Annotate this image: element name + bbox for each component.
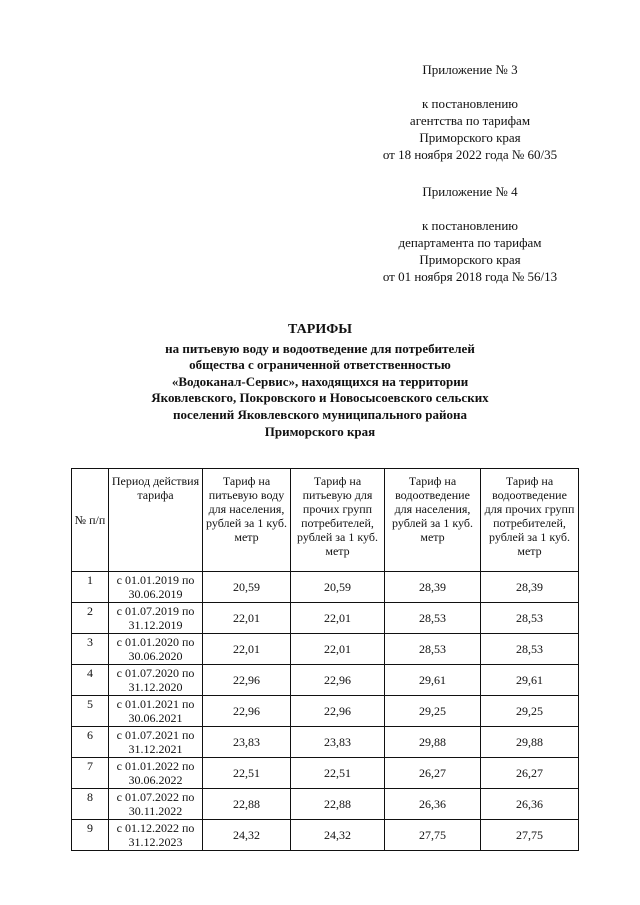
row-water-other: 22,88: [291, 789, 385, 820]
row-sewer-other: 29,88: [481, 727, 579, 758]
table-row: [72, 634, 579, 665]
row-sewer-population: 28,39: [385, 572, 481, 603]
row-sewer-population: 29,88: [385, 727, 481, 758]
row-sewer-population: 26,36: [385, 789, 481, 820]
row-water-population: 22,51: [203, 758, 291, 789]
row-period: с 01.07.2019 по 31.12.2019: [109, 603, 203, 634]
appendix-4-block: [0, 184, 640, 303]
row-sewer-population: 29,25: [385, 696, 481, 727]
row-period: с 01.07.2020 по 31.12.2020: [109, 665, 203, 696]
table-row: [72, 758, 579, 789]
appendix-3-title: Приложение № 3: [422, 62, 518, 77]
row-sewer-population: 29,61: [385, 665, 481, 696]
row-number: 2: [72, 603, 109, 634]
heading-line: поселений Яковлевского муниципального района: [173, 406, 467, 422]
row-sewer-other: 28,39: [481, 572, 579, 603]
heading-line: «Водоканал-Сервис», находящихся на территории: [171, 373, 469, 389]
header-number: № п/п: [72, 469, 109, 572]
row-period: с 01.07.2021 по 31.12.2021: [109, 727, 203, 758]
row-number: 1: [72, 572, 109, 603]
table-row: [72, 789, 579, 820]
row-sewer-other: 26,36: [481, 789, 579, 820]
row-period: с 01.01.2021 по 30.06.2021: [109, 696, 203, 727]
appendix-4-title: Приложение № 4: [422, 184, 518, 199]
header-sewer-other: Тариф на водоотведение для прочих групп потребителей, рублей за 1 куб. метр: [481, 469, 579, 572]
table-row: [72, 665, 579, 696]
row-sewer-population: 28,53: [385, 634, 481, 665]
row-number: 8: [72, 789, 109, 820]
row-sewer-other: 29,25: [481, 696, 579, 727]
row-water-other: 22,51: [291, 758, 385, 789]
row-number: 5: [72, 696, 109, 727]
appendix-3-line: от 18 ноября 2022 года № 60/35: [382, 147, 558, 162]
row-sewer-other: 28,53: [481, 634, 579, 665]
row-water-population: 20,59: [203, 572, 291, 603]
row-water-population: 22,88: [203, 789, 291, 820]
row-water-other: 22,96: [291, 665, 385, 696]
appendix-4-line: от 01 ноября 2018 года № 56/13: [382, 269, 558, 284]
row-period: с 01.01.2022 по 30.06.2022: [109, 758, 203, 789]
heading-line: Яковлевского, Покровского и Новосысоевского сельских: [151, 390, 489, 406]
row-water-population: 22,01: [203, 603, 291, 634]
row-sewer-population: 28,53: [385, 603, 481, 634]
row-water-population: 23,83: [203, 727, 291, 758]
document-heading: [0, 322, 640, 440]
heading-line: общества с ограниченной ответственностью: [189, 357, 451, 373]
row-water-other: 22,01: [291, 603, 385, 634]
row-water-other: 22,01: [291, 634, 385, 665]
row-sewer-other: 29,61: [481, 665, 579, 696]
row-period: с 01.12.2022 по 31.12.2023: [109, 820, 203, 851]
tariff-table: [71, 468, 579, 851]
appendix-3-line: Приморского края: [419, 130, 521, 145]
appendix-4-line: Приморского края: [419, 252, 521, 267]
row-sewer-other: 26,27: [481, 758, 579, 789]
row-period: с 01.01.2019 по 30.06.2019: [109, 572, 203, 603]
row-sewer-other: 27,75: [481, 820, 579, 851]
table-row: [72, 820, 579, 851]
heading-line: Приморского края: [264, 423, 376, 439]
row-water-other: 20,59: [291, 572, 385, 603]
table-row: [72, 603, 579, 634]
row-water-population: 22,01: [203, 634, 291, 665]
header-water-population: Тариф на питьевую воду для населения, рублей за 1 куб. метр: [203, 469, 291, 572]
row-number: 7: [72, 758, 109, 789]
row-period: с 01.01.2020 по 30.06.2020: [109, 634, 203, 665]
row-sewer-other: 28,53: [481, 603, 579, 634]
row-water-population: 22,96: [203, 665, 291, 696]
table-header-row: [72, 469, 579, 572]
row-number: 6: [72, 727, 109, 758]
appendix-4-line: к постановлению: [421, 218, 519, 233]
row-water-other: 22,96: [291, 696, 385, 727]
appendix-3-line: к постановлению: [421, 96, 519, 111]
table-row: [72, 696, 579, 727]
row-sewer-population: 26,27: [385, 758, 481, 789]
appendix-3-line: агентства по тарифам: [409, 113, 531, 128]
header-period: Период действия тарифа: [109, 469, 203, 572]
appendix-3-block: [0, 61, 640, 201]
row-period: с 01.07.2022 по 30.11.2022: [109, 789, 203, 820]
document-title: ТАРИФЫ: [288, 322, 352, 337]
header-water-other: Тариф на питьевую для прочих групп потребителей, рублей за 1 куб. метр: [291, 469, 385, 572]
row-water-population: 24,32: [203, 820, 291, 851]
row-number: 9: [72, 820, 109, 851]
heading-line: на питьевую воду и водоотведение для потребителей: [165, 340, 475, 356]
row-sewer-population: 27,75: [385, 820, 481, 851]
table-row: [72, 572, 579, 603]
row-water-other: 23,83: [291, 727, 385, 758]
row-water-other: 24,32: [291, 820, 385, 851]
row-number: 4: [72, 665, 109, 696]
row-number: 3: [72, 634, 109, 665]
table-row: [72, 727, 579, 758]
appendix-4-line: департамента по тарифам: [398, 235, 542, 250]
header-sewer-population: Тариф на водоотведение для населения, рублей за 1 куб. метр: [385, 469, 481, 572]
row-water-population: 22,96: [203, 696, 291, 727]
